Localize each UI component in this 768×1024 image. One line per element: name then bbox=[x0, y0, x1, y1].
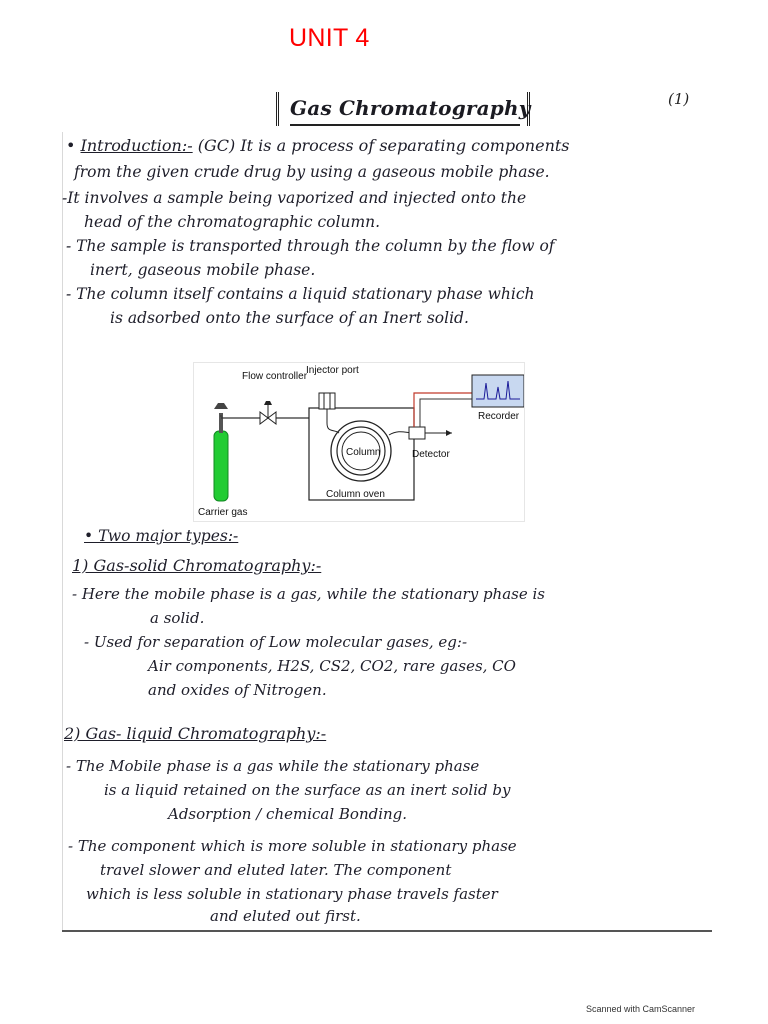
scanner-watermark: Scanned with CamScanner bbox=[586, 1004, 696, 1014]
unit-heading: UNIT 4 bbox=[289, 24, 370, 52]
gc-diagram bbox=[193, 362, 525, 522]
intro-line: • Introduction:- (GC) It is a process of separating components bbox=[66, 136, 570, 155]
label-injector-port: Injector port bbox=[306, 365, 359, 376]
injector-port bbox=[319, 393, 335, 409]
gsc-line: - Used for separation of Low molecular gases, eg:- bbox=[84, 633, 468, 651]
page-title: Gas Chromatography bbox=[290, 96, 531, 120]
intro-line: - The sample is transported through the column by the flow of bbox=[66, 237, 555, 255]
intro-text: (GC) It is a process of separating components bbox=[197, 136, 570, 155]
gsc-line: Air components, H2S, CS2, CO2, rare gases, CO bbox=[148, 657, 516, 675]
glc-line: - The Mobile phase is a gas while the stationary phase bbox=[66, 757, 480, 775]
outlet-arrow-icon bbox=[446, 430, 452, 436]
gsc-line: and oxides of Nitrogen. bbox=[148, 681, 327, 699]
detector bbox=[409, 427, 425, 439]
gsc-line: a solid. bbox=[150, 609, 205, 627]
label-column: Column bbox=[346, 447, 381, 458]
bottom-rule bbox=[62, 930, 712, 932]
label-flow-controller: Flow controller bbox=[242, 371, 308, 382]
gsc-line: - Here the mobile phase is a gas, while the stationary phase is bbox=[72, 585, 545, 603]
label-detector: Detector bbox=[412, 449, 450, 460]
title-underline bbox=[290, 124, 520, 126]
glc-line: is a liquid retained on the surface as an inert solid by bbox=[104, 781, 511, 799]
glc-line: and eluted out first. bbox=[210, 907, 361, 925]
intro-line: - The column itself contains a liquid stationary phase which bbox=[66, 285, 535, 303]
intro-line: head of the chromatographic column. bbox=[84, 213, 381, 231]
glc-line: travel slower and eluted later. The component bbox=[100, 861, 452, 879]
intro-line: from the given crude drug by using a gaseous mobile phase. bbox=[74, 163, 550, 181]
glc-line: which is less soluble in stationary phase travels faster bbox=[86, 885, 498, 903]
recorder bbox=[472, 375, 524, 407]
glc-line: - The component which is more soluble in stationary phase bbox=[68, 837, 517, 855]
label-carrier-gas: Carrier gas bbox=[198, 507, 248, 518]
intro-line: -It involves a sample being vaporized and injected onto the bbox=[62, 189, 527, 207]
intro-label: Introduction:- bbox=[80, 136, 193, 155]
types-heading: • Two major types:- bbox=[84, 527, 239, 545]
glc-heading: 2) Gas- liquid Chromatography:- bbox=[64, 724, 327, 743]
intro-line: inert, gaseous mobile phase. bbox=[90, 261, 316, 279]
left-margin-rule bbox=[62, 132, 63, 930]
label-recorder: Recorder bbox=[478, 411, 520, 422]
page-number: (1) bbox=[668, 90, 690, 108]
gas-cylinder bbox=[214, 431, 228, 501]
intro-line: is adsorbed onto the surface of an Inert solid. bbox=[110, 309, 469, 327]
gsc-heading: 1) Gas-solid Chromatography:- bbox=[72, 556, 322, 575]
label-column-oven: Column oven bbox=[326, 489, 385, 500]
cylinder-valve-icon bbox=[214, 403, 228, 409]
glc-line: Adsorption / chemical Bonding. bbox=[168, 805, 408, 823]
